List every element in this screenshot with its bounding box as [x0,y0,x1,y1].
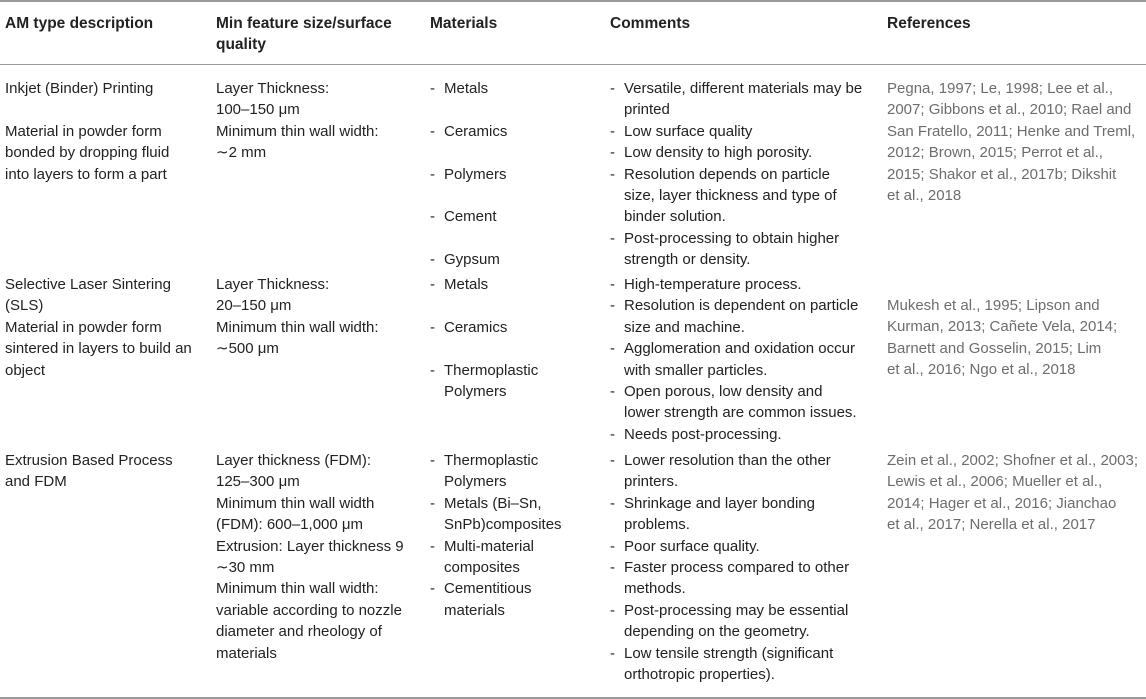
row3-references: Zein et al., 2002; Shofner et al., 2003; Lewis et al., 2006; Mueller et al., 2014; Hager et al., 2016; Jianchao et al., 2017; Nerella et al., 2017 [887,452,1139,534]
header-comments: Comments [610,15,691,32]
comment-item: - Agglomeration and oxidation occur with smaller particles. [610,338,858,381]
row1-references: Pegna, 1997; Le, 1998; Lee et al., 2007; Gibbons et al., 2010; Rael and San Fratello, 2011; Henke and Treml, 2012; Brown, 2015; Perrot et al., 2015; Shakor et al., 2017b; Dikshit et al., 2018 [887,80,1136,205]
row1-materials [430,78,507,271]
table-top-rule [0,0,1146,2]
material-item: - Cement [430,206,507,227]
material-item: - Multi-material composites [430,536,562,579]
row3-comments [610,450,849,685]
row3-materials [430,450,562,621]
row3-min-feature: Layer thickness (FDM): 125–300 μm Minimum thin wall width (FDM): 600–1,000 μm Extrusion: Layer thickness 9 ∼30 mm Minimum thin wall width: variable according to nozzle diameter and rheology of materials [216,452,404,662]
material-item: - Metals [430,274,538,295]
comment-item: - High-temperature process. [610,274,858,295]
comment-item: - Poor surface quality. [610,536,849,557]
comment-item: - Versatile, different materials may be printed [610,78,862,121]
comment-item: - Open porous, low density and lower strength are common issues. [610,381,858,424]
material-item: - Gypsum [430,249,507,270]
row3-am-type: Extrusion Based Process and FDM [5,452,173,491]
row2-references: Mukesh et al., 1995; Lipson and Kurman, 2013; Cañete Vela, 2014; Barnett and Gosselin, 2015; Lim et al., 2016; Ngo et al., 2018 [887,297,1118,379]
row1-comments [610,78,862,271]
row2-materials [430,274,538,402]
row2-am-type: Selective Laser Sintering (SLS) Material in powder form sintered in layers to build an object [5,276,192,379]
row2-comments [610,274,858,445]
comment-item: - Low density to high porosity. [610,142,862,163]
header-materials: Materials [430,15,498,32]
comment-item: - Resolution depends on particle size, layer thickness and type of binder solution. [610,164,862,228]
comment-item: - Post-processing to obtain higher strength or density. [610,228,862,271]
material-item: - Ceramics [430,121,507,142]
header-references: References [887,15,971,32]
material-item: - Polymers [430,164,507,185]
row1-min-feature: Layer Thickness: 100–150 μm Minimum thin wall width: ∼2 mm [216,80,379,162]
material-item: - Thermoplastic Polymers [430,450,562,493]
row2-min-feature: Layer Thickness: 20–150 μm Minimum thin wall width: ∼500 μm [216,276,379,358]
material-item: - Thermoplastic Polymers [430,360,538,403]
header-am-type: AM type description [5,15,154,32]
comment-item: - Shrinkage and layer bonding problems. [610,493,849,536]
comment-item: - Needs post-processing. [610,424,858,445]
comment-item: - Resolution is dependent on particle size and machine. [610,295,858,338]
comment-item: - Faster process compared to other methods. [610,557,849,600]
comment-item: - Low surface quality [610,121,862,142]
material-item: - Metals (Bi–Sn, SnPb)composites [430,493,562,536]
comment-item: - Low tensile strength (significant orthotropic properties). [610,643,849,686]
header-rule [0,64,1146,65]
table-bottom-rule [0,697,1146,699]
header-min-feature: Min feature size/surface quality [216,15,392,54]
material-item: - Metals [430,78,507,99]
row1-am-type: Inkjet (Binder) Printing Material in powder form bonded by dropping fluid into layers to form a part [5,80,170,183]
comment-item: - Lower resolution than the other printers. [610,450,849,493]
comment-item: - Post-processing may be essential depending on the geometry. [610,600,849,643]
material-item: - Cementitious materials [430,578,562,621]
material-item: - Ceramics [430,317,538,338]
